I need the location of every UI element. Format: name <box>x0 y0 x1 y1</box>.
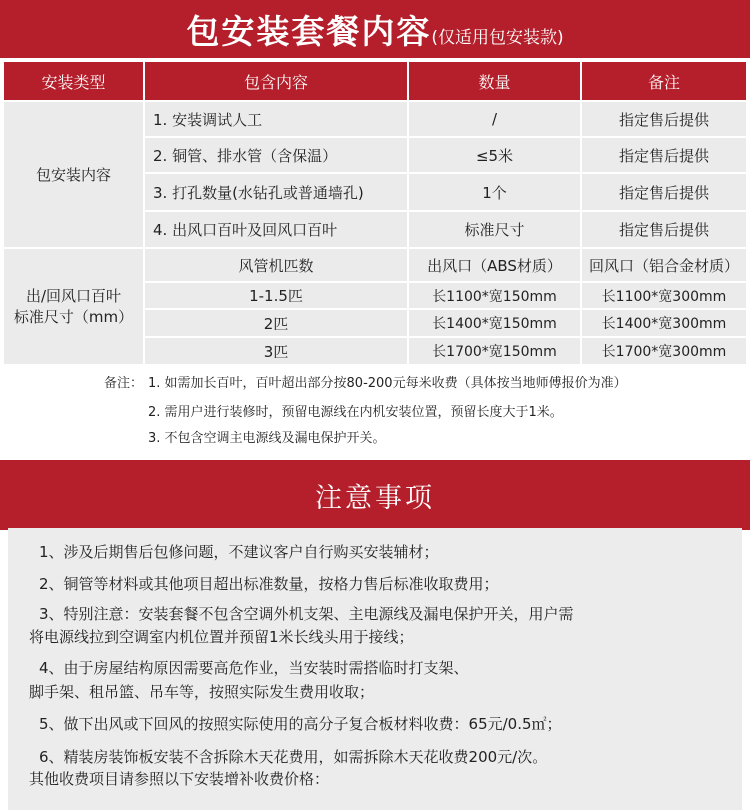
louver-outlet-1: 长1100*宽150mm <box>409 283 580 308</box>
install-content-3: 3. 打孔数量(水钻孔或普通墙孔) <box>145 174 407 210</box>
attention-banner <box>0 460 750 530</box>
package-banner <box>0 0 750 58</box>
louver-hp-1: 1-1.5匹 <box>145 283 407 308</box>
header-quantity: 数量 <box>409 62 580 100</box>
install-note-4: 指定售后提供 <box>582 212 746 247</box>
attention-line-9: 其他收费项目请参照以下安装增补收费价格： <box>29 770 330 788</box>
louver-header-outlet: 出风口（ABS材质） <box>409 249 580 281</box>
install-note-1: 指定售后提供 <box>582 102 746 136</box>
attention-line-3: 3、特别注意：安装套餐不包含空调外机支架、主电源线及漏电保护开关，用户需 <box>39 605 574 623</box>
note-2: 2. 需用户进行装修时，预留电源线在内机安装位置，预留长度大于1米。 <box>148 405 563 420</box>
louver-outlet-3: 长1700*宽150mm <box>409 338 580 364</box>
louver-header-return: 回风口（铝合金材质） <box>582 249 746 281</box>
install-note-3: 指定售后提供 <box>582 174 746 210</box>
louver-outlet-2: 长1400*宽150mm <box>409 310 580 336</box>
header-note: 备注 <box>582 62 746 100</box>
attention-line-5: 4、由于房屋结构原因需要高危作业，当安装时需搭临时打支架、 <box>39 659 469 677</box>
note-1: 1. 如需加长百叶，百叶超出部分按80-200元每米收费（具体按当地师傅报价为准） <box>148 376 627 391</box>
install-qty-1: / <box>409 102 580 136</box>
header-content: 包含内容 <box>145 62 407 100</box>
louver-return-2: 长1400*宽300mm <box>582 310 746 336</box>
louver-hp-2: 2匹 <box>145 310 407 336</box>
install-note-2: 指定售后提供 <box>582 138 746 172</box>
attention-line-8: 6、精装房装饰板安装不含拆除木天花费用，如需拆除木天花收费200元/次。 <box>39 748 548 766</box>
package-table <box>4 62 746 364</box>
install-qty-2: ≤5米 <box>409 138 580 172</box>
attention-line-7: 5、做下出风或下回风的按照实际使用的高分子复合板材料收费：65元/0.5㎡； <box>39 715 562 733</box>
attention-box <box>8 528 742 810</box>
louver-type-line1: 出/回风口百叶 <box>25 286 122 305</box>
install-content-2: 2. 铜管、排水管（含保温） <box>145 138 407 172</box>
attention-line-2: 2、铜管等材料或其他项目超出标准数量，按格力售后标准收取费用； <box>39 575 499 593</box>
notes-label: 备注： <box>104 376 144 391</box>
louver-hp-3: 3匹 <box>145 338 407 364</box>
install-qty-3: 1个 <box>409 174 580 210</box>
install-content-1: 1. 安装调试人工 <box>145 102 407 136</box>
package-subtitle: (仅适用包安装款) <box>431 28 564 48</box>
louver-type-line2: 标准尺寸（mm） <box>13 307 134 326</box>
attention-line-1: 1、涉及后期售后包修问题，不建议客户自行购买安装辅材； <box>39 543 439 561</box>
attention-title: 注意事项 <box>315 482 435 514</box>
package-title: 包安装套餐内容 <box>186 12 432 51</box>
louver-type-cell <box>4 249 143 364</box>
louver-header-hp: 风管机匹数 <box>145 249 407 281</box>
louver-return-1: 长1100*宽300mm <box>582 283 746 308</box>
attention-line-4: 将电源线拉到空调室内机位置并预留1米长线头用于接线； <box>29 628 414 646</box>
install-qty-4: 标准尺寸 <box>409 212 580 247</box>
attention-line-6: 脚手架、租吊篮、吊车等，按照实际发生费用收取； <box>29 683 375 701</box>
note-3: 3. 不包含空调主电源线及漏电保护开关。 <box>148 431 386 446</box>
header-install-type: 安装类型 <box>4 62 143 100</box>
install-type-cell: 包安装内容 <box>4 102 143 247</box>
install-content-4: 4. 出风口百叶及回风口百叶 <box>145 212 407 247</box>
louver-return-3: 长1700*宽300mm <box>582 338 746 364</box>
